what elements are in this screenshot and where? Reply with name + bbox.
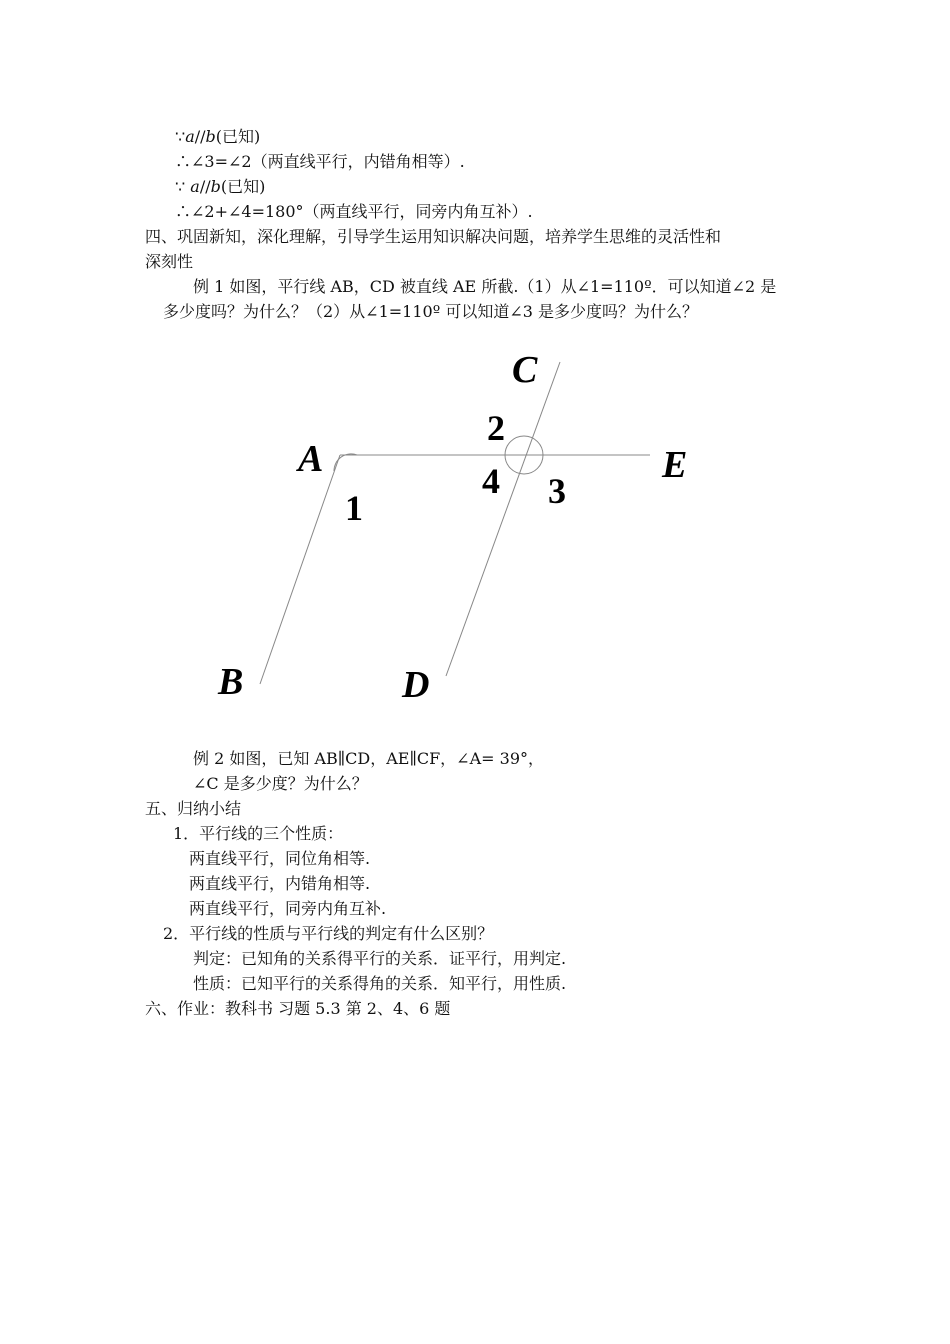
property-2: 两直线平行，内错角相等. bbox=[189, 874, 371, 893]
label-b: B bbox=[218, 661, 244, 703]
parallel-symbol: // bbox=[194, 127, 206, 146]
line-a: a bbox=[185, 127, 195, 146]
parallel-symbol: // bbox=[199, 177, 211, 196]
line-b: b bbox=[205, 127, 216, 146]
section-4-line-1: 四、巩固新知，深化理解，引导学生运用知识解决问题，培养学生思维的灵活性和 bbox=[145, 227, 722, 246]
proof-line-2: ∴∠3=∠2（两直线平行，内错角相等）. bbox=[175, 152, 465, 171]
label-d: D bbox=[402, 664, 430, 706]
label-e: E bbox=[662, 444, 688, 486]
summary-item-2: 2．平行线的性质与平行线的判定有什么区别？ bbox=[163, 924, 494, 943]
property-3: 两直线平行，同旁内角互补. bbox=[189, 899, 387, 918]
homework-line: 六、作业：教科书 习题 5.3 第 2、4、6 题 bbox=[145, 999, 451, 1018]
given-note: (已知) bbox=[220, 177, 266, 196]
label-a: A bbox=[298, 438, 324, 480]
example-1-line-2: 多少度吗？为什么？（2）从∠1=110º 可以知道∠3 是多少度吗？为什么？ bbox=[163, 302, 698, 321]
line-ab bbox=[260, 455, 340, 684]
example-2-line-1: 例 2 如图，已知 AB∥CD，AE∥CF，∠A= 39°， bbox=[193, 749, 544, 768]
judgement-note: 判定：已知角的关系得平行的关系．证平行，用判定. bbox=[193, 949, 567, 968]
angle-label-1: 1 bbox=[345, 488, 363, 528]
section-5-title: 五、归纳小结 bbox=[145, 799, 242, 818]
angle-label-3: 3 bbox=[548, 471, 566, 511]
line-b: b bbox=[210, 177, 221, 196]
property-1: 两直线平行，同位角相等. bbox=[189, 849, 371, 868]
example-1-line-1: 例 1 如图，平行线 AB，CD 被直线 AE 所截.（1）从∠1=110º．可以知道∠2 是 bbox=[193, 277, 777, 296]
because-symbol: ∵ bbox=[175, 177, 191, 196]
proof-line-4: ∴∠2+∠4=180°（两直线平行，同旁内角互补）. bbox=[175, 202, 533, 221]
summary-item-1: 1．平行线的三个性质： bbox=[173, 824, 344, 843]
because-symbol: ∵ bbox=[175, 127, 186, 146]
label-c: C bbox=[512, 349, 538, 391]
line-a: a bbox=[190, 177, 200, 196]
angle-label-4: 4 bbox=[482, 461, 500, 501]
given-note: (已知) bbox=[215, 127, 261, 146]
example-2-line-2: ∠C 是多少度？为什么？ bbox=[193, 774, 368, 793]
property-note: 性质：已知平行的关系得角的关系．知平行，用性质. bbox=[193, 974, 567, 993]
angle-label-2: 2 bbox=[487, 408, 505, 448]
section-4-line-2: 深刻性 bbox=[145, 252, 194, 271]
